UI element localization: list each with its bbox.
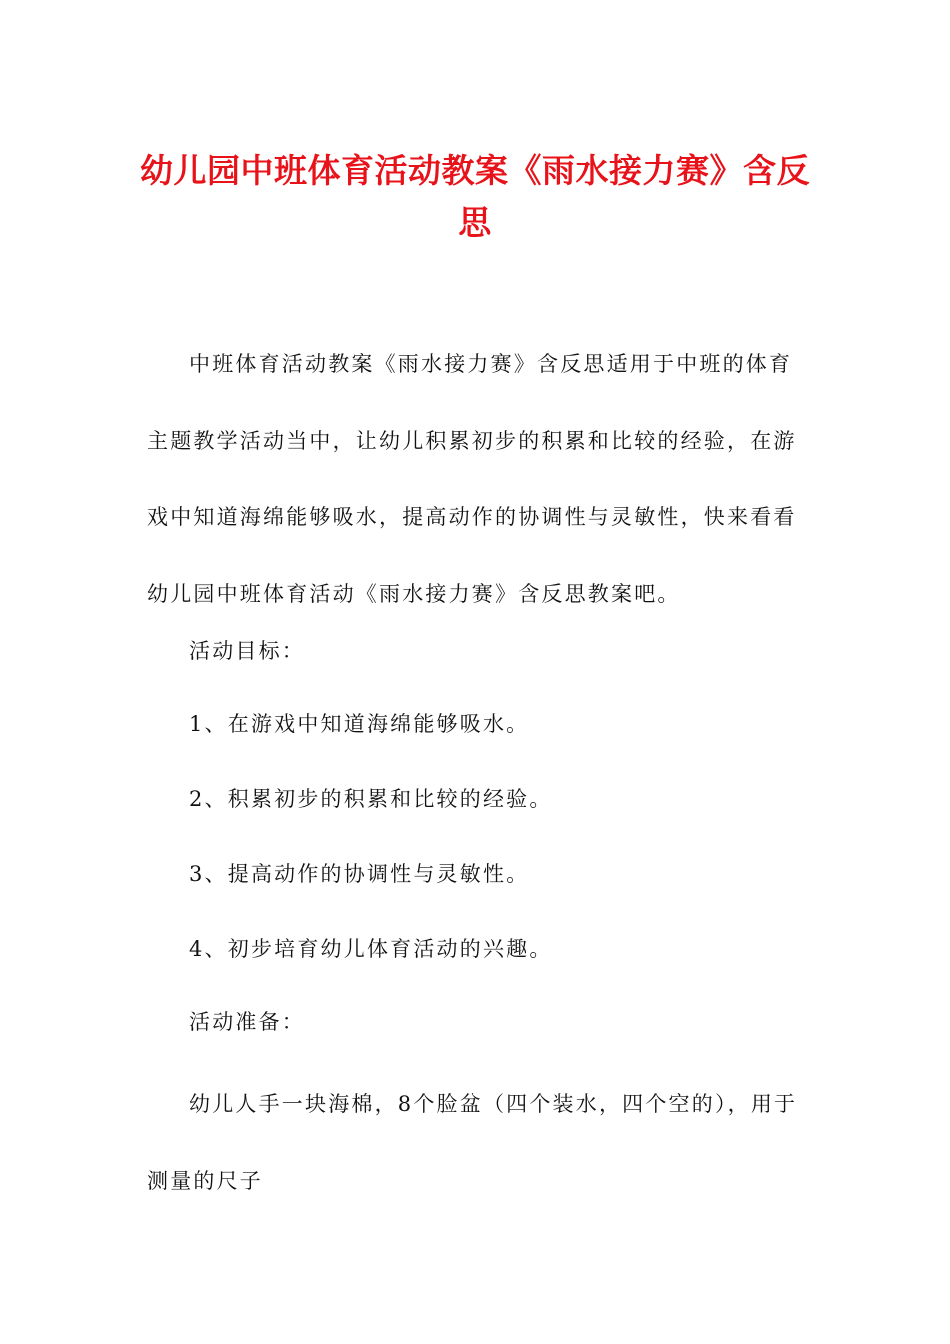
section-heading-preparation: 活动准备： [189, 1010, 305, 1034]
section-heading-goals: 活动目标： [189, 639, 305, 663]
document-title: 幼儿园中班体育活动教案《雨水接力赛》含反思 [140, 151, 810, 242]
intro-paragraph: 中班体育活动教案《雨水接力赛》含反思适用于中班的体育主题教学活动当中，让幼儿积累初步的积累和比较的经验，在游戏中知道海绵能够吸水，提高动作的协调性与灵敏性，快来看看幼儿园中班体育活动《雨水接力赛》含反思教案吧。 [147, 352, 797, 606]
goal-item-3: 3、提高动作的协调性与灵敏性。 [189, 862, 530, 886]
goal-item-1: 1、在游戏中知道海绵能够吸水。 [189, 712, 530, 736]
preparation-paragraph: 幼儿人手一块海棉，8个脸盆（四个装水，四个空的），用于测量的尺子 [147, 1092, 798, 1193]
goal-item-2: 2、积累初步的积累和比较的经验。 [189, 787, 553, 811]
goal-item-4: 4、初步培育幼儿体育活动的兴趣。 [189, 937, 553, 961]
